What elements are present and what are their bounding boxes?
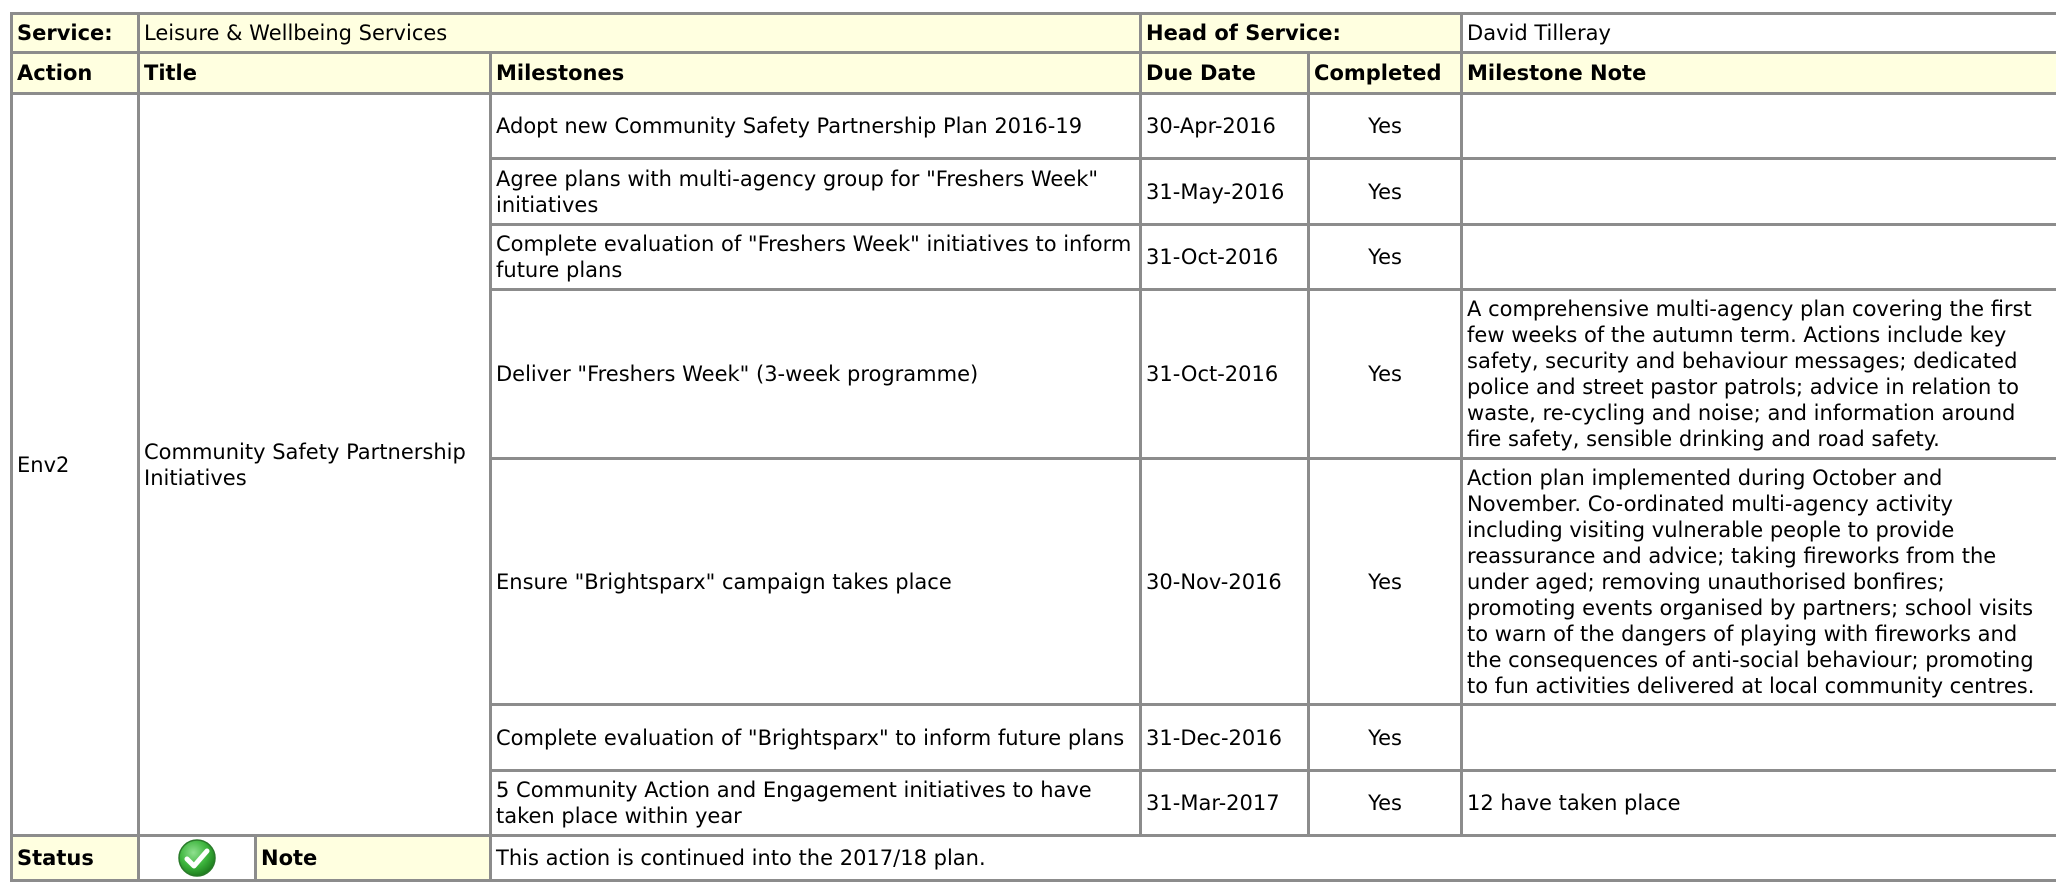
milestone-completed: Yes bbox=[1309, 94, 1462, 159]
milestone-completed: Yes bbox=[1309, 225, 1462, 290]
milestone-due-date: 31-Oct-2016 bbox=[1141, 290, 1309, 459]
milestone-note bbox=[1462, 225, 2056, 290]
column-header-action: Action bbox=[12, 53, 139, 94]
milestone-note bbox=[1462, 94, 2056, 159]
milestone-due-date: 31-Mar-2017 bbox=[1141, 771, 1309, 836]
milestone-text: Agree plans with multi-agency group for "Freshers Week" initiatives bbox=[491, 159, 1141, 225]
milestone-completed: Yes bbox=[1309, 159, 1462, 225]
milestone-note: A comprehensive multi-agency plan covering the first few weeks of the autumn term. Actions include key safety, security and behaviour messages; dedicated police and street pastor patrols; advice in relation to waste, re-cycling and noise; and information around fire safety, sensible drinking and road safety. bbox=[1462, 290, 2056, 459]
milestone-due-date: 31-Oct-2016 bbox=[1141, 225, 1309, 290]
milestone-text: Deliver "Freshers Week" (3-week programme) bbox=[491, 290, 1141, 459]
milestone-due-date: 31-Dec-2016 bbox=[1141, 705, 1309, 771]
table-row bbox=[12, 94, 2056, 159]
action-code: Env2 bbox=[12, 94, 139, 836]
milestone-text: 5 Community Action and Engagement initiatives to have taken place within year bbox=[491, 771, 1141, 836]
action-title: Community Safety Partnership Initiatives bbox=[139, 94, 491, 836]
service-row bbox=[12, 14, 2056, 53]
service-label: Service: bbox=[12, 14, 139, 53]
milestone-note bbox=[1462, 705, 2056, 771]
column-header-milestones: Milestones bbox=[491, 53, 1141, 94]
head-of-service-label: Head of Service: bbox=[1141, 14, 1462, 53]
milestone-note bbox=[1462, 159, 2056, 225]
column-header-row bbox=[12, 53, 2056, 94]
column-header-title: Title bbox=[139, 53, 491, 94]
column-header-milestone-note: Milestone Note bbox=[1462, 53, 2056, 94]
service-value: Leisure & Wellbeing Services bbox=[139, 14, 1141, 53]
status-label: Status bbox=[12, 836, 139, 881]
status-row bbox=[12, 836, 2056, 881]
milestone-text: Ensure "Brightsparx" campaign takes place bbox=[491, 459, 1141, 705]
milestone-due-date: 30-Apr-2016 bbox=[1141, 94, 1309, 159]
milestone-completed: Yes bbox=[1309, 290, 1462, 459]
milestone-completed: Yes bbox=[1309, 771, 1462, 836]
milestone-text: Complete evaluation of "Freshers Week" initiatives to inform future plans bbox=[491, 225, 1141, 290]
green-check-icon bbox=[177, 838, 217, 878]
milestone-text: Complete evaluation of "Brightsparx" to inform future plans bbox=[491, 705, 1141, 771]
status-note-text: This action is continued into the 2017/18 plan. bbox=[491, 836, 2056, 881]
note-label: Note bbox=[256, 836, 491, 881]
milestone-due-date: 31-May-2016 bbox=[1141, 159, 1309, 225]
column-header-completed: Completed bbox=[1309, 53, 1462, 94]
milestone-note: 12 have taken place bbox=[1462, 771, 2056, 836]
column-header-due-date: Due Date bbox=[1141, 53, 1309, 94]
milestone-completed: Yes bbox=[1309, 459, 1462, 705]
head-of-service-value: David Tilleray bbox=[1462, 14, 2056, 53]
milestone-note: Action plan implemented during October and November. Co-ordinated multi-agency activity including visiting vulnerable people to provide reassurance and advice; taking fireworks from the under aged; removing unauthorised bonfires; promoting events organised by partners; school visits to warn of the dangers of playing with fireworks and the consequences of anti-social behaviour; promoting to fun activities delivered at local community centres. bbox=[1462, 459, 2056, 705]
milestone-due-date: 30-Nov-2016 bbox=[1141, 459, 1309, 705]
milestone-completed: Yes bbox=[1309, 705, 1462, 771]
action-plan-table bbox=[10, 12, 2056, 882]
milestone-text: Adopt new Community Safety Partnership Plan 2016-19 bbox=[491, 94, 1141, 159]
status-icon-cell bbox=[139, 836, 256, 881]
